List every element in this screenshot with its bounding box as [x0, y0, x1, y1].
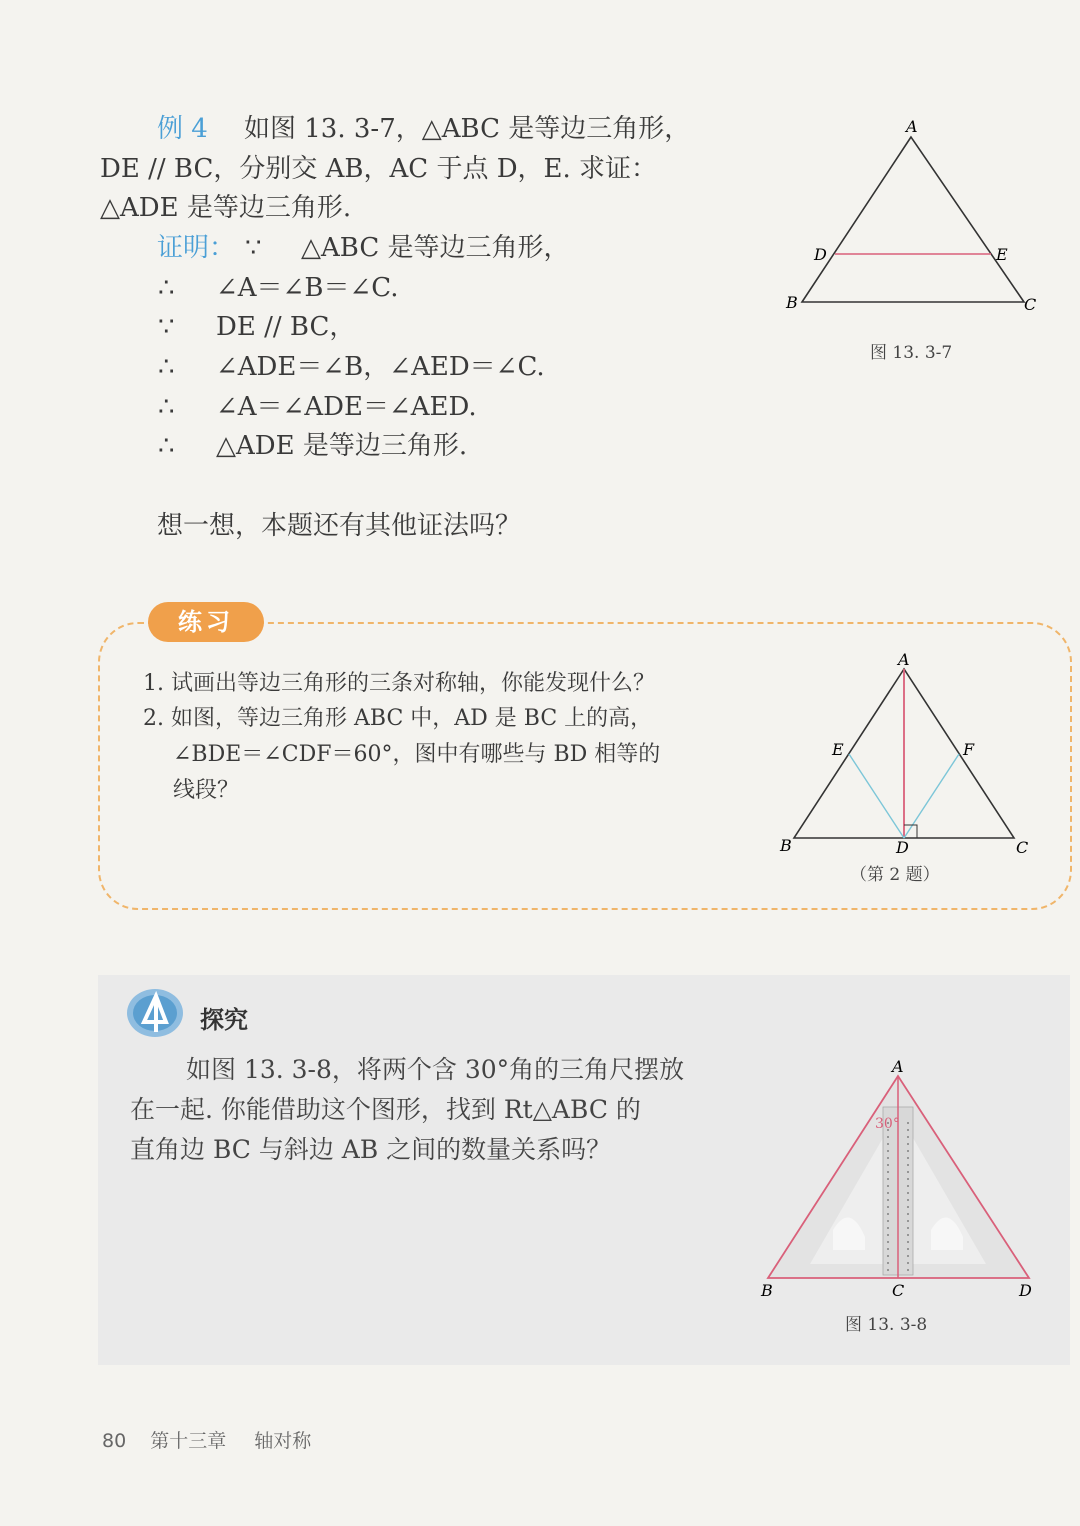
label-c: C: [892, 1281, 905, 1300]
label-d: D: [1019, 1281, 1032, 1300]
explore-line-1: 如图 13. 3-8，将两个含 30°角的三角尺摆放: [186, 1055, 685, 1084]
proof-text: DE // BC，: [216, 312, 356, 342]
example-number: 例 4: [157, 114, 208, 144]
because-symbol: ∵: [158, 312, 175, 342]
label-b: B: [786, 293, 798, 312]
label-a: A: [898, 650, 910, 669]
label-c: C: [1016, 838, 1029, 857]
example-line-3: △ADE 是等边三角形.: [100, 193, 352, 223]
proof-line-3: [158, 307, 355, 347]
exercise-tag: 练习: [148, 602, 264, 642]
explore-line-3: 直角边 BC 与斜边 AB 之间的数量关系吗？: [130, 1135, 612, 1164]
label-c: C: [1024, 295, 1037, 314]
label-a: A: [892, 1057, 904, 1076]
figure-caption-exercise-2: （第 2 题）: [850, 865, 940, 885]
proof-line-5: [158, 387, 477, 427]
therefore-symbol: ∴: [158, 352, 175, 382]
proof-line-2: [158, 268, 398, 308]
figure-caption-13-3-7: 图 13. 3-7: [870, 343, 953, 363]
label-e: E: [996, 245, 1008, 264]
proof-text: ∠ADE＝∠B，∠AED＝∠C.: [216, 352, 545, 382]
figure-13-3-7: [780, 115, 1050, 365]
chapter-title: 轴对称: [254, 1430, 312, 1452]
label-f: F: [963, 740, 975, 759]
figure-13-3-8: [755, 1052, 1045, 1302]
proof-text: ∠A＝∠ADE＝∠AED.: [216, 392, 477, 422]
label-e: E: [832, 740, 844, 759]
example-label: [157, 109, 208, 149]
angle-label: 30°: [875, 1116, 900, 1132]
label-d: D: [896, 838, 909, 857]
label-b: B: [780, 836, 792, 855]
proof-line-6: [158, 426, 467, 466]
therefore-symbol: ∴: [158, 392, 175, 422]
therefore-symbol: ∴: [158, 431, 175, 461]
explore-icon: [126, 988, 184, 1038]
label-d: D: [814, 245, 827, 264]
therefore-symbol: ∴: [158, 273, 175, 303]
explore-line-2: 在一起. 你能借助这个图形，找到 Rt△ABC 的: [130, 1095, 641, 1124]
exercise-question-2-line-1: 2. 如图，等边三角形 ABC 中，AD 是 BC 上的高，: [143, 706, 653, 731]
proof-line-1: [245, 228, 570, 268]
figure-caption-13-3-8: 图 13. 3-8: [845, 1315, 928, 1335]
exercise-question-2-line-2: ∠BDE＝∠CDF＝60°，图中有哪些与 BD 相等的: [173, 742, 661, 767]
label-b: B: [761, 1281, 773, 1300]
chapter-number: 第十三章: [150, 1430, 227, 1452]
example-line-1: 如图 13. 3-7，△ABC 是等边三角形，: [244, 114, 691, 144]
page-number: 80: [102, 1430, 127, 1452]
proof-text: △ABC 是等边三角形，: [301, 233, 570, 263]
proof-line-4: [158, 347, 545, 387]
think-prompt: 想一想，本题还有其他证法吗？: [157, 511, 522, 541]
because-symbol: ∵: [245, 233, 262, 263]
proof-text: ∠A＝∠B＝∠C.: [216, 273, 399, 303]
label-a: A: [906, 117, 918, 136]
example-line-2: DE // BC，分别交 AB，AC 于点 D，E. 求证：: [100, 154, 658, 184]
exercise-question-1: 1. 试画出等边三角形的三条对称轴，你能发现什么？: [143, 671, 655, 696]
proof-text: △ADE 是等边三角形.: [216, 431, 468, 461]
exercise-question-2-line-3: 线段？: [173, 778, 240, 803]
proof-label: 证明：: [157, 233, 236, 263]
figure-exercise-2: [770, 645, 1040, 860]
page-footer: [102, 1426, 311, 1453]
explore-title: 探究: [200, 1006, 248, 1034]
